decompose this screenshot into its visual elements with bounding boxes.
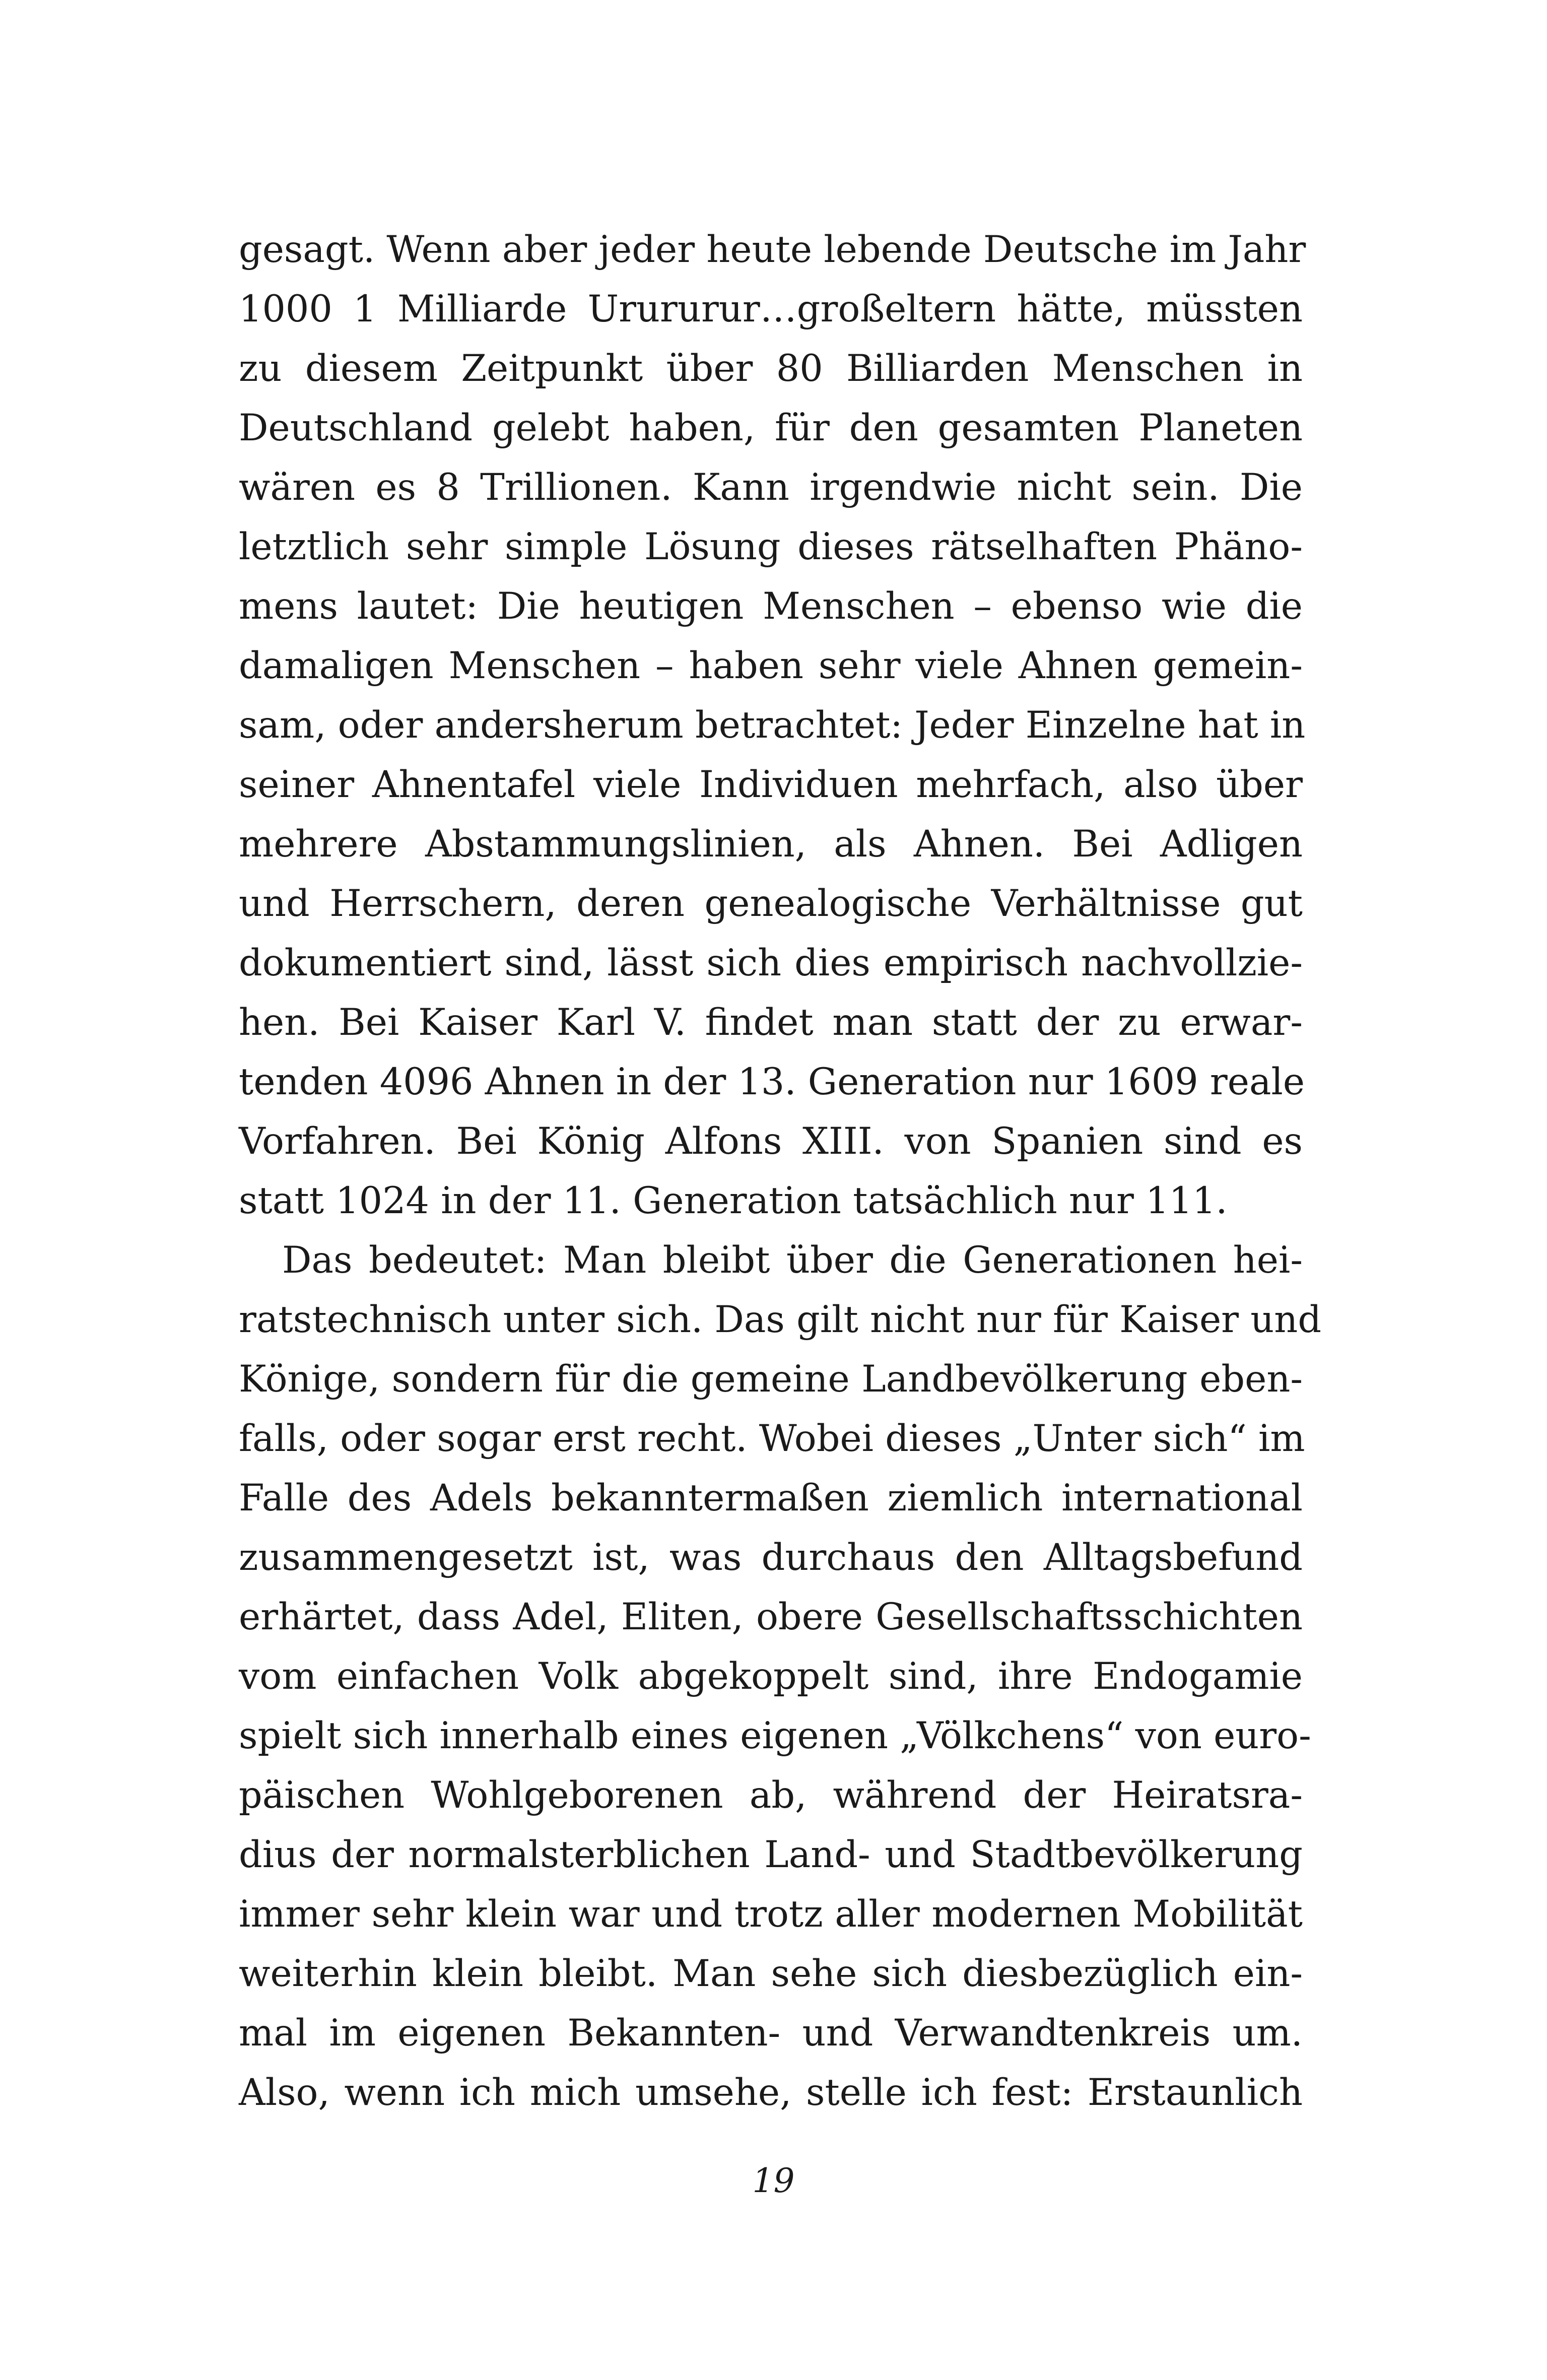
text-line: Also, wenn ich mich umsehe, stelle ich fest: Erstaunlich [239, 2071, 1303, 2114]
text-line: weiterhin klein bleibt. Man sehe sich diesbezüglich ein- [239, 1952, 1303, 1995]
text-line: 1000 1 Milliarde Urururur…großeltern hätte, müssten [239, 288, 1303, 330]
text-line: ratstechnisch unter sich. Das gilt nicht nur für Kaiser und [239, 1298, 1322, 1341]
text-line: zusammengesetzt ist, was durchaus den Alltagsbefund [239, 1536, 1303, 1579]
text-line: falls, oder sogar erst recht. Wobei dieses „Unter sich“ im [239, 1417, 1305, 1460]
text-line: damaligen Menschen – haben sehr viele Ahnen gemein- [239, 644, 1303, 687]
text-line: gesagt. Wenn aber jeder heute lebende Deutsche im Jahr [239, 228, 1306, 271]
text-line: mehrere Abstammungslinien, als Ahnen. Bei Adligen [239, 823, 1303, 866]
text-line: päischen Wohlgeborenen ab, während der Heiratsra- [239, 1774, 1303, 1817]
text-line: tenden 4096 Ahnen in der 13. Generation nur 1609 reale [239, 1061, 1305, 1103]
text-line: statt 1024 in der 11. Generation tatsächlich nur 111. [239, 1179, 1228, 1222]
text-line: Vorfahren. Bei König Alfons XIII. von Spanien sind es [239, 1120, 1303, 1163]
text-line: seiner Ahnentafel viele Individuen mehrfach, also über [239, 763, 1303, 806]
text-line: sam, oder andersherum betrachtet: Jeder Einzelne hat in [239, 704, 1306, 747]
page-number: 19 [752, 2161, 795, 2200]
text-line: erhärtet, dass Adel, Eliten, obere Gesellschaftsschichten [239, 1596, 1303, 1638]
text-line: Falle des Adels bekanntermaßen ziemlich international [239, 1477, 1303, 1519]
text-line: mal im eigenen Bekannten- und Verwandtenkreis um. [239, 2012, 1303, 2055]
text-line: vom einfachen Volk abgekoppelt sind, ihre Endogamie [239, 1655, 1303, 1698]
text-line: Deutschland gelebt haben, für den gesamten Planeten [239, 407, 1303, 449]
paragraph-1 [239, 220, 1306, 1231]
text-line: dokumentiert sind, lässt sich dies empirisch nachvollzie- [239, 942, 1303, 984]
body-text [239, 220, 1322, 2123]
text-line: dius der normalsterblichen Land- und Stadtbevölkerung [239, 1833, 1303, 1876]
text-line: hen. Bei Kaiser Karl V. findet man statt der zu erwar- [239, 1001, 1303, 1044]
text-line: Das bedeutet: Man bleibt über die Generationen hei- [282, 1239, 1303, 1282]
text-line: Könige, sondern für die gemeine Landbevölkerung eben- [239, 1358, 1303, 1401]
text-line: spielt sich innerhalb eines eigenen „Völkchens“ von euro- [239, 1714, 1311, 1757]
text-line: immer sehr klein war und trotz aller modernen Mobilität [239, 1893, 1303, 1936]
text-line: wären es 8 Trillionen. Kann irgendwie nicht sein. Die [239, 466, 1303, 509]
paragraph-2 [239, 1231, 1322, 2123]
text-line: mens lautet: Die heutigen Menschen – ebenso wie die [239, 585, 1303, 628]
text-line: zu diesem Zeitpunkt über 80 Billiarden Menschen in [239, 347, 1303, 390]
text-line: letztlich sehr simple Lösung dieses rätselhaften Phäno- [239, 525, 1303, 568]
text-line: und Herrschern, deren genealogische Verhältnisse gut [239, 882, 1303, 925]
